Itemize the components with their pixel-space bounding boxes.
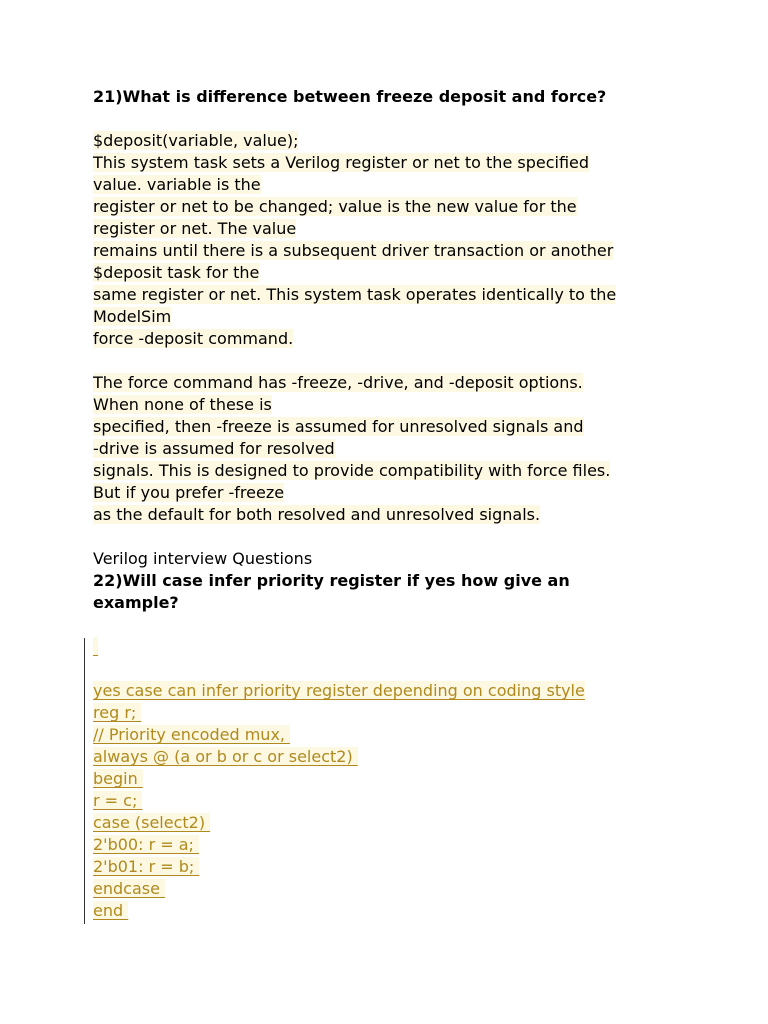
document-page bbox=[93, 86, 693, 922]
change-bar bbox=[84, 638, 85, 924]
paragraph-gap bbox=[93, 350, 693, 372]
question-22-heading-line: 22)Will case infer priority register if yes how give an bbox=[93, 571, 570, 590]
paragraph-gap bbox=[93, 614, 693, 636]
code-line: 2'b01: r = b; bbox=[93, 857, 200, 876]
deposit-line: force -deposit command. bbox=[93, 329, 294, 348]
force-line: But if you prefer -freeze bbox=[93, 483, 285, 502]
code-line: always @ (a or b or c or select2) bbox=[93, 747, 358, 766]
deposit-line: This system task sets a Verilog register or net to the specified bbox=[93, 153, 590, 172]
force-line: -drive is assumed for resolved bbox=[93, 439, 335, 458]
code-line: case (select2) bbox=[93, 813, 211, 832]
tracked-change-block bbox=[93, 636, 693, 922]
deposit-line: same register or net. This system task operates identically to the bbox=[93, 285, 617, 304]
code-line: endcase bbox=[93, 879, 166, 898]
deposit-line: $deposit(variable, value); bbox=[93, 131, 299, 150]
deposit-line: ModelSim bbox=[93, 307, 172, 326]
force-line: signals. This is designed to provide compatibility with force files. bbox=[93, 461, 611, 480]
paragraph-gap bbox=[93, 526, 693, 548]
paragraph-gap bbox=[93, 658, 693, 680]
code-line: r = c; bbox=[93, 791, 143, 810]
deposit-line: $deposit task for the bbox=[93, 263, 260, 282]
code-line bbox=[93, 637, 98, 656]
code-line: 2'b00: r = a; bbox=[93, 835, 200, 854]
deposit-paragraph bbox=[93, 130, 693, 350]
code-line: // Priority encoded mux, bbox=[93, 725, 291, 744]
code-line: begin bbox=[93, 769, 143, 788]
force-line: The force command has -freeze, -drive, and -deposit options. bbox=[93, 373, 583, 392]
paragraph-gap bbox=[93, 108, 693, 130]
code-line: end bbox=[93, 901, 129, 920]
code-line: reg r; bbox=[93, 703, 142, 722]
force-line: specified, then -freeze is assumed for unresolved signals and bbox=[93, 417, 584, 436]
deposit-line: value. variable is the bbox=[93, 175, 261, 194]
question-21-heading: 21)What is difference between freeze deposit and force? bbox=[93, 87, 607, 106]
deposit-line: remains until there is a subsequent driver transaction or another bbox=[93, 241, 614, 260]
force-paragraph bbox=[93, 372, 693, 526]
question-22-heading-line: example? bbox=[93, 593, 179, 612]
force-line: When none of these is bbox=[93, 395, 272, 414]
section-title: Verilog interview Questions bbox=[93, 549, 313, 568]
deposit-line: register or net. The value bbox=[93, 219, 297, 238]
deposit-line: register or net to be changed; value is the new value for the bbox=[93, 197, 577, 216]
force-line: as the default for both resolved and unresolved signals. bbox=[93, 505, 541, 524]
code-line: yes case can infer priority register depending on coding style bbox=[93, 681, 585, 700]
